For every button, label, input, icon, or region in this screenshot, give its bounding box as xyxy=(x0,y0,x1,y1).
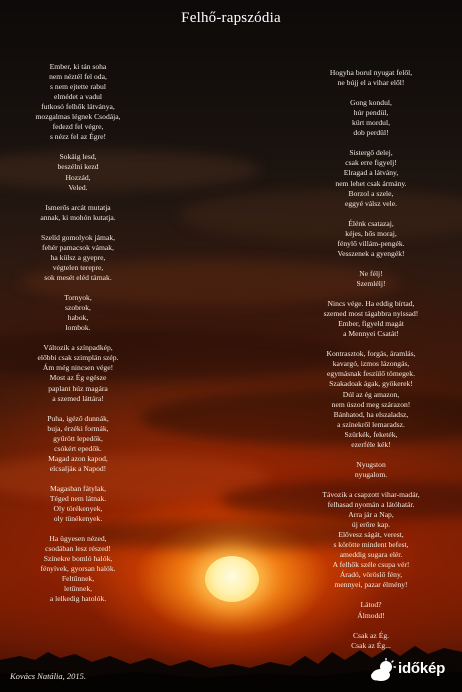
poem-line: mennyei, pazar élmény! xyxy=(334,580,408,590)
poem-line: s nézz fel az Égre! xyxy=(49,132,107,142)
stanza xyxy=(14,152,142,192)
poem-line: Sistergő delej, xyxy=(349,148,393,158)
poem-line: eggyé válsz vele. xyxy=(344,198,398,208)
poem-line: Álmodd! xyxy=(357,610,385,620)
poem-line: Ha ügyesen nézed, xyxy=(49,534,107,544)
stanza xyxy=(14,203,142,223)
poem-line: Tornyok, xyxy=(64,293,92,303)
poem-line: Dúl az ég amazon, xyxy=(342,389,400,399)
cloud-sun-icon xyxy=(370,658,396,684)
sun xyxy=(205,556,259,602)
poem-line: Kontrasztok, forgás, áramlás, xyxy=(326,349,416,359)
poem-line: Szelíd gomolyok jámak, xyxy=(40,232,116,242)
stanza xyxy=(296,349,446,449)
poem-line: Sokáig lesd, xyxy=(59,152,97,162)
poem-line: Puha, igéző dunnák, xyxy=(47,413,109,423)
stanza xyxy=(14,343,142,403)
poem-line: Változik a színpadkép, xyxy=(43,343,113,353)
poem-line: nem úszod meg szárazon! xyxy=(331,399,411,409)
poem-left-column xyxy=(14,62,142,605)
poem-line: fényívek, gyorsan halók. xyxy=(40,564,116,574)
poem-right-column xyxy=(296,68,446,651)
poem-line: nem lehet csak ármány. xyxy=(335,178,407,188)
poem-line: Feltűnnek, xyxy=(61,574,95,584)
poem-line: szemed most tágabbra nyissad! xyxy=(323,309,419,319)
stanza xyxy=(296,490,446,590)
poem-line: Ember, ki tán soha xyxy=(49,62,107,71)
stanza xyxy=(14,414,142,474)
poem-line: Szakadoak ágak, gyökerek! xyxy=(329,379,413,389)
poem-line: Magasban fátylak, xyxy=(49,483,107,493)
poem-line: Elragad a látvány, xyxy=(343,168,399,178)
poem-line: A felhők széle csupa vér! xyxy=(332,560,410,570)
poem-line: csókért epedők. xyxy=(54,443,102,453)
poem-line: Áradó, vöröslő fény, xyxy=(339,570,403,580)
poem-line: Szürkék, feketék, xyxy=(344,429,398,439)
poem-line: kavargó, izmos lázongás, xyxy=(332,359,410,369)
poem-line: húr pendül, xyxy=(353,108,389,118)
poem-line: Oly törékenyek, xyxy=(53,504,103,514)
poem-line: Távozik a csapzott vihar-madár, xyxy=(322,489,420,499)
poem-line: Hogyha borul nyugat felől, xyxy=(329,68,413,77)
poem-line: új erőre kap. xyxy=(351,520,391,530)
poem-line: Élénk csatazaj, xyxy=(348,218,394,228)
poem-line: letűnnek, xyxy=(63,584,93,594)
stanza xyxy=(296,299,446,339)
poem-line: mozgalmas légnek Csodája, xyxy=(35,112,121,122)
poem-line: Elővesz ságát, verest, xyxy=(338,530,404,540)
poem-line: lombok. xyxy=(65,323,91,333)
poem-line: oly tünékenyek. xyxy=(53,514,103,524)
poem-line: Arra jár a Nap, xyxy=(348,510,394,520)
poem-line: Csak az Ég. xyxy=(352,630,390,640)
stanza xyxy=(14,233,142,283)
poem-line: Látod? xyxy=(360,600,382,610)
poem-line: ne bújj el a vihar elől! xyxy=(337,78,405,88)
poem-line: a Mennyei Csatát! xyxy=(343,329,399,339)
poem-line: csak erre figyelj! xyxy=(345,158,397,168)
stanza xyxy=(296,460,446,480)
poem-line: s nem ejtette rabul xyxy=(50,82,106,92)
poem-line: elcsaljáк a Napod! xyxy=(49,463,107,473)
poem-line: Ember, figyeld magát xyxy=(338,319,404,329)
poem-line: elmédet a vadul xyxy=(53,92,103,102)
poem-line: felhasad nyomán a látóhatár. xyxy=(327,500,415,510)
poem-line: beszélni kezd xyxy=(57,162,99,172)
poem-line: nem néztél fel oda, xyxy=(49,72,107,82)
stanza xyxy=(296,269,446,289)
stanza xyxy=(296,631,446,651)
poem-line: dob perdül! xyxy=(353,128,389,138)
poem-line: Színekre bomló halók, xyxy=(43,554,113,564)
poem-line: Borzol a szele, xyxy=(348,188,394,198)
poem-line: s körötte mindent befest, xyxy=(333,540,409,550)
poem-line: paplant húz magára xyxy=(48,383,108,393)
stanza xyxy=(296,219,446,259)
poem-line: ha külsz a gyepre, xyxy=(50,252,106,262)
poem-line: Hozzád, xyxy=(65,172,91,182)
poem-line: Magad azon kapod, xyxy=(48,453,108,463)
poem-line: Veled. xyxy=(68,182,88,192)
poem-line: Ám még nincsen vége! xyxy=(42,363,114,373)
stanza xyxy=(14,534,142,604)
poem-line: buja, érzéki formák, xyxy=(47,423,109,433)
poem-line: habok, xyxy=(67,313,89,323)
poem-line: gyűrött lepedők, xyxy=(53,433,103,443)
stanza xyxy=(14,62,142,142)
poem-line: ameddig sugara elér. xyxy=(339,550,403,560)
poem-line: a színekről lemaradsz. xyxy=(337,419,405,429)
idokep-logo xyxy=(370,656,454,686)
stanza xyxy=(296,98,446,138)
poem-line: előbbi csak szimplán szép. xyxy=(37,353,119,363)
stanza xyxy=(296,600,446,620)
poem-line: fénylő villám-pengék. xyxy=(337,238,405,248)
poem-line: szobrok, xyxy=(65,303,91,313)
stanza xyxy=(14,484,142,524)
poem-line: egymásnak feszülő tömegek. xyxy=(327,369,415,379)
logo-text: időkép xyxy=(398,660,446,677)
poem-line: fedezd fel végre, xyxy=(52,122,104,132)
poem-line: Ismerős arcát mutatja xyxy=(45,202,111,212)
poem-line: Vesszenek a gyengék! xyxy=(337,248,405,258)
poem-title: Felhő-rapszódia xyxy=(181,10,281,26)
poem-line: sok mesét eléd tárnak. xyxy=(44,272,112,282)
poem-line: futkosó felhők látványa, xyxy=(41,102,115,112)
stanza xyxy=(296,68,446,88)
poem-line: Bánhatod, ha elszaladsz, xyxy=(333,409,409,419)
poem-line: annak, ki mohón kutatja. xyxy=(40,212,116,222)
poem-line: fehér pamacsok vámak, xyxy=(42,242,114,252)
poem-line: kürt mordul, xyxy=(352,118,390,128)
poem-line: ezerféle kék! xyxy=(351,439,391,449)
poem-line: Most az Ég egésze xyxy=(49,373,107,383)
poem-line: Téged nem látnak. xyxy=(49,494,107,504)
poem-line: Nyugston xyxy=(356,459,386,469)
author-credit: Kovács Natália, 2015. xyxy=(10,671,87,681)
poem-line: Gong kondul, xyxy=(350,98,392,108)
poem-line: nyugalom. xyxy=(354,469,388,479)
poem-line: Nincs vége. Ha eddig bírtad, xyxy=(327,299,415,309)
poem-line: a szemed láttára! xyxy=(52,393,104,403)
poem-line: a lelkedig hatolók. xyxy=(49,594,107,604)
poem-line: Ne félj! xyxy=(359,268,383,278)
stanza xyxy=(14,293,142,333)
poem-line: kéjes, hős moraj, xyxy=(345,228,397,238)
stanza xyxy=(296,148,446,208)
poem-line: Szemlélj! xyxy=(356,278,386,288)
poem-line: Csak az Ég... xyxy=(351,640,391,650)
poem-line: végtelen terepre, xyxy=(52,262,104,272)
poem-line: csodában lesz részed! xyxy=(45,544,111,554)
